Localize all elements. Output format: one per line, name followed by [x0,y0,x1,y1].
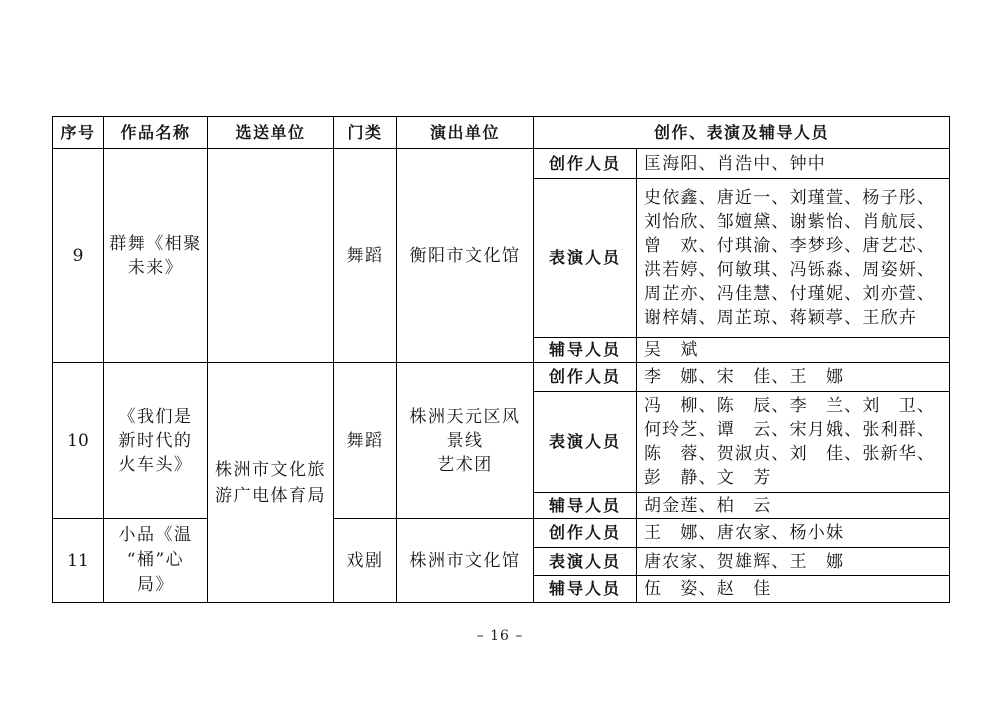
program-table [52,116,950,603]
role-creators: 创作人员 [534,363,637,392]
performers-line: 陈 蓉、贺淑贞、刘 佳、张新华、 [644,444,936,464]
instructors-names: 吴 斌 [637,338,950,363]
performer-unit-line: 株洲市文化馆 [409,550,521,571]
category: 舞蹈 [334,363,397,519]
header-performer-unit: 演出单位 [397,117,534,149]
performers-names [637,548,950,576]
table-row [53,149,950,179]
performers-line: 谢梓婧、周芷琼、蒋颖葶、王欣卉 [644,308,917,328]
performers-line: 曾 欢、付琪渝、李梦珍、唐艺芯、 [644,236,936,256]
performer-unit-line: 艺术团 [437,454,493,475]
work-title-line: 群舞《相聚 [109,233,202,254]
performer-unit-line: 株洲天元区风 [409,406,521,427]
header-staff: 创作、表演及辅导人员 [534,117,950,149]
header-work: 作品名称 [104,117,208,149]
performers-line: 刘怡欣、邹嬗黛、谢紫怡、肖航辰、 [644,212,936,232]
work-title-line: 新时代的 [118,430,193,451]
sender-unit-line: 游广电体育局 [215,485,326,506]
role-performers: 表演人员 [534,392,637,493]
work-title-line: 局》 [137,575,174,595]
performer-unit [397,363,534,519]
creators-names: 匡海阳、肖浩中、钟中 [637,149,950,179]
performers-line: 何玲芝、谭 云、宋月娥、张利群、 [644,420,936,440]
performer-unit [397,149,534,363]
role-creators: 创作人员 [534,519,637,548]
role-instructors: 辅导人员 [534,493,637,519]
creators-names: 李 娜、宋 佳、王 娜 [637,363,950,392]
role-performers: 表演人员 [534,179,637,338]
performers-line: 彭 静、文 芳 [644,468,772,488]
work-title-line: 未来》 [127,257,184,278]
table-row [53,519,950,548]
work-title-line: 火车头》 [118,454,193,475]
performer-unit [397,519,534,603]
performers-line: 冯 柳、陈 辰、李 兰、刘 卫、 [644,396,936,416]
performers-names [637,179,950,338]
sender-cell-empty [208,149,334,363]
performers-names [637,392,950,493]
row-index: 9 [53,149,104,363]
header-sender: 选送单位 [208,117,334,149]
category: 戏剧 [334,519,397,603]
instructors-names: 伍 姿、赵 佳 [637,576,950,603]
role-instructors: 辅导人员 [534,338,637,363]
performer-unit-line: 衡阳市文化馆 [409,245,521,266]
work-title-line: “桶”心 [126,550,185,570]
table-row [53,363,950,392]
creators-names: 王 娜、唐农家、杨小妹 [637,519,950,548]
row-index: 10 [53,363,104,519]
performer-unit-line: 景线 [446,430,484,451]
sender-unit-line: 株洲市文化旅 [215,459,326,480]
work-title [104,363,208,519]
work-title [104,519,208,603]
work-title [104,149,208,363]
role-performers: 表演人员 [534,548,637,576]
row-index: 11 [53,519,104,603]
sender-unit [208,363,334,603]
performers-line: 唐农家、贺雄辉、王 娜 [644,551,845,572]
instructors-names: 胡金莲、柏 云 [637,493,950,519]
role-instructors: 辅导人员 [534,576,637,603]
performers-line: 史依鑫、唐近一、刘瑾萱、杨子彤、 [644,188,936,208]
page-number: – 16 – [476,628,524,644]
work-title-line: 小品《温 [118,525,193,545]
header-category: 门类 [334,117,397,149]
role-creators: 创作人员 [534,149,637,179]
performers-line: 周芷亦、冯佳慧、付瑾妮、刘亦萱、 [644,284,936,304]
category: 舞蹈 [334,149,397,363]
header-index: 序号 [53,117,104,149]
work-title-line: 《我们是 [118,406,193,427]
performers-line: 洪若婷、何敏琪、冯铄淼、周姿妍、 [644,260,936,280]
header-row [53,117,950,149]
